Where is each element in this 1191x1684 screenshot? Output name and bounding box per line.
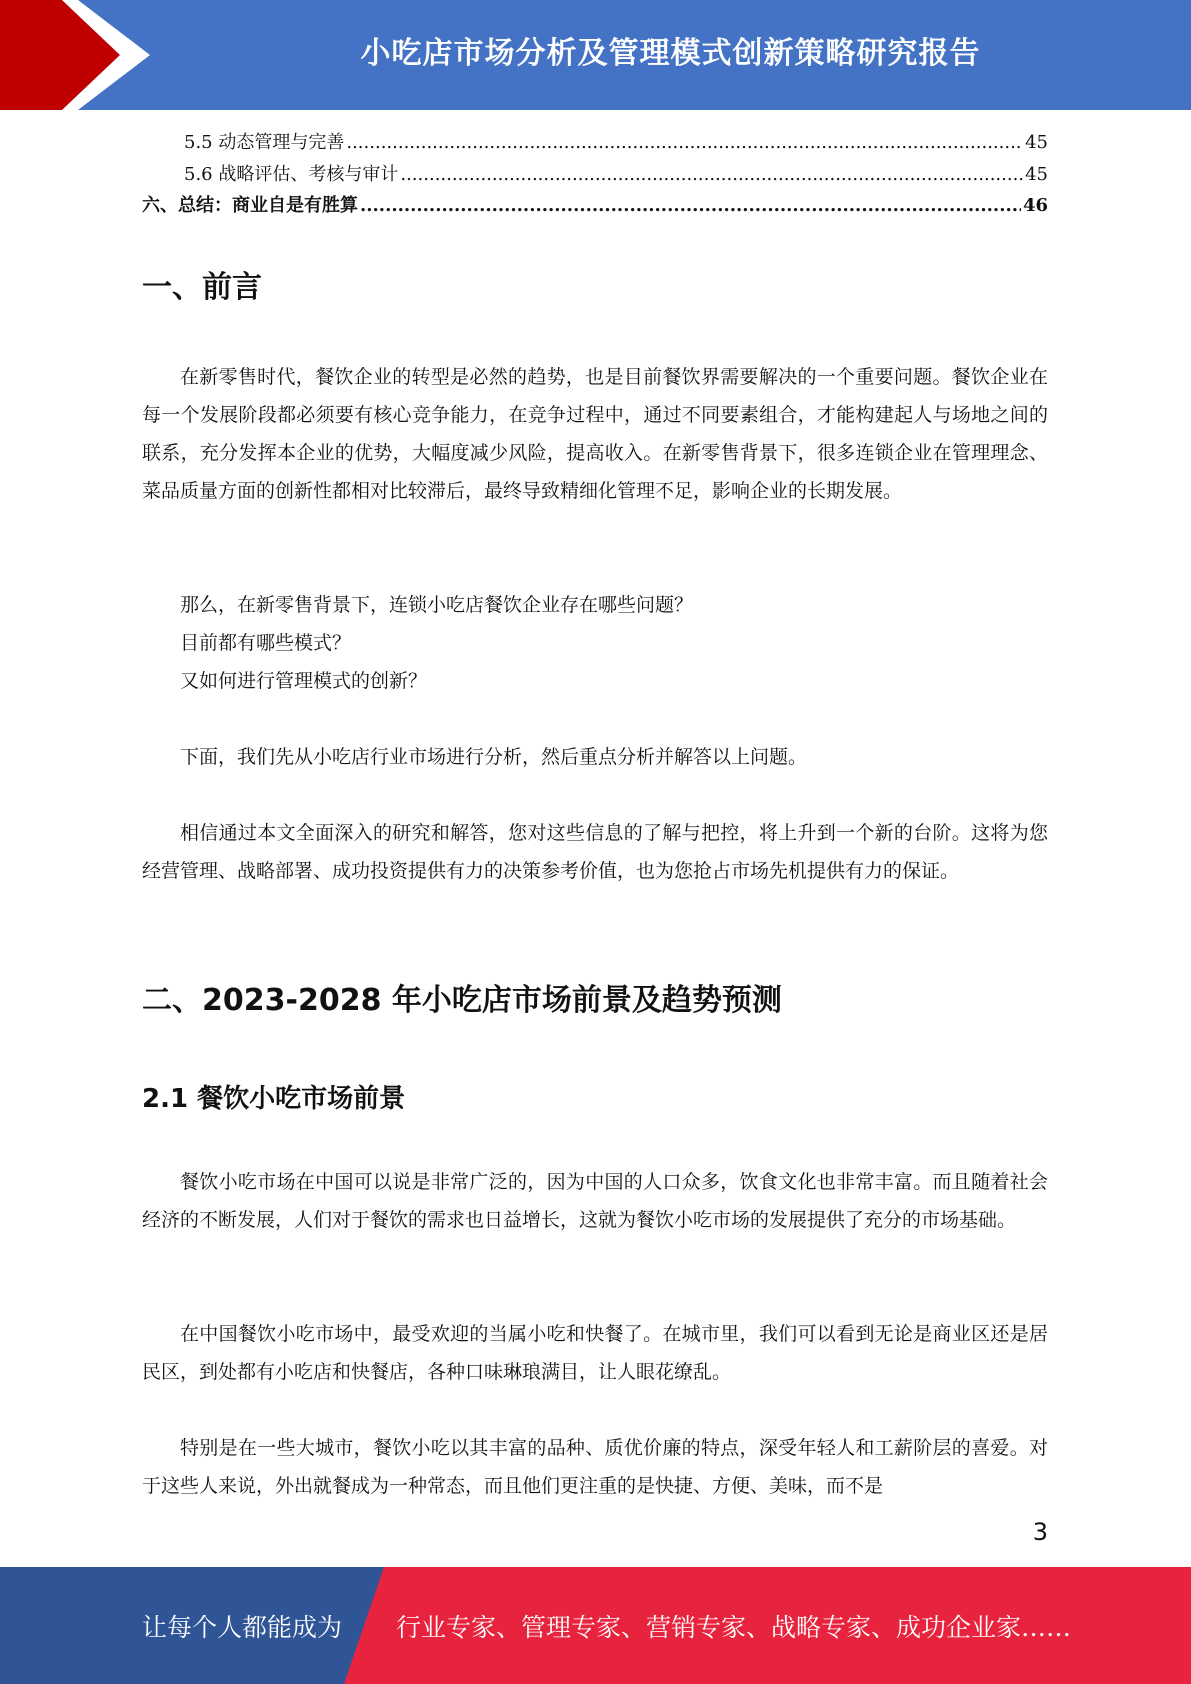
footer-slogan-left: 让每个人都能成为: [142, 1612, 343, 1642]
page-footer: [0, 1567, 1191, 1684]
section-heading: 二、2023-2028 年小吃店市场前景及趋势预测: [142, 983, 782, 1018]
section-2-p2: [142, 1315, 1048, 1391]
page-header: [0, 0, 1191, 110]
section-2-p3: [142, 1429, 1048, 1505]
section-1-questions: [142, 586, 1048, 700]
paragraph: 相信通过本文全面深入的研究和解答，您对这些信息的了解与把控，将上升到一个新的台阶。这将为您经营管理、战略部署、成功投资提供有力的决策参考价值，也为您抢占市场先机提供有力的保证。: [142, 822, 1048, 882]
question-line: 那么，在新零售背景下，连锁小吃店餐饮企业存在哪些问题？: [180, 594, 694, 616]
paragraph: 下面，我们先从小吃店行业市场进行分析，然后重点分析并解答以上问题。: [180, 746, 808, 768]
section-1-closing: [142, 814, 1048, 890]
section-1-intro: [142, 358, 1048, 510]
paragraph: 在新零售时代，餐饮企业的转型是必然的趋势，也是目前餐饮界需要解决的一个重要问题。餐饮企业在每一个发展阶段都必须要有核心竞争能力，在竞争过程中，通过不同要素组合，才能构建起人与场地之间的联系，充分发挥本企业的优势，大幅度减少风险，提高收入。在新零售背景下，很多连锁企业在管理理念、菜品质量方面的创新性都相对比较滞后，最终导致精细化管理不足，影响企业的长期发展。: [142, 366, 1048, 502]
toc-leader-dots: [346, 132, 1023, 153]
toc-leader-dots: [360, 195, 1021, 216]
subsection-heading-wrap: [142, 1078, 1048, 1115]
paragraph: 在中国餐饮小吃市场中，最受欢迎的当属小吃和快餐了。在城市里，我们可以看到无论是商业区还是居民区，到处都有小吃店和快餐店，各种口味琳琅满目，让人眼花缭乱。: [142, 1323, 1048, 1383]
toc-leader-dots: [400, 164, 1023, 185]
toc-item-label: 5.6 战略评估、考核与审计: [184, 163, 399, 185]
section-2-heading-wrap: [142, 975, 1048, 1019]
header-arrow-decoration: [0, 0, 160, 110]
toc-item-page: 45: [1025, 163, 1048, 185]
toc-item[interactable]: [142, 128, 1048, 160]
header-title: 小吃店市场分析及管理模式创新策略研究报告: [360, 36, 981, 71]
table-of-contents: [142, 128, 1048, 223]
page-number: 3: [1032, 1518, 1048, 1546]
toc-item-label: 六、总结：商业自是有胜算: [142, 195, 358, 216]
footer-slogan-right: 行业专家、管理专家、营销专家、战略专家、成功企业家……: [396, 1612, 1072, 1642]
toc-item-page: 45: [1025, 132, 1048, 153]
paragraph: 特别是在一些大城市，餐饮小吃以其丰富的品种、质优价廉的特点，深受年轻人和工薪阶层的喜爱。对于这些人来说，外出就餐成为一种常态，而且他们更注重的是快捷、方便、美味，而不是: [142, 1437, 1048, 1497]
paragraph: 餐饮小吃市场在中国可以说是非常广泛的，因为中国的人口众多，饮食文化也非常丰富。而且随着社会经济的不断发展，人们对于餐饮的需求也日益增长，这就为餐饮小吃市场的发展提供了充分的市场基础。: [142, 1171, 1048, 1231]
question-line: 目前都有哪些模式？: [180, 632, 352, 654]
section-1-next: [142, 738, 1048, 776]
toc-item[interactable]: [142, 160, 1048, 192]
toc-item-label: 5.5 动态管理与完善: [184, 132, 345, 153]
section-1-heading-wrap: [142, 262, 1048, 306]
toc-item[interactable]: [142, 191, 1048, 223]
section-2-p1: [142, 1163, 1048, 1239]
toc-item-page: 46: [1022, 195, 1048, 216]
section-heading: 一、前言: [142, 270, 262, 305]
question-line: 又如何进行管理模式的创新？: [180, 670, 428, 692]
subsection-heading: 2.1 餐饮小吃市场前景: [142, 1084, 406, 1114]
